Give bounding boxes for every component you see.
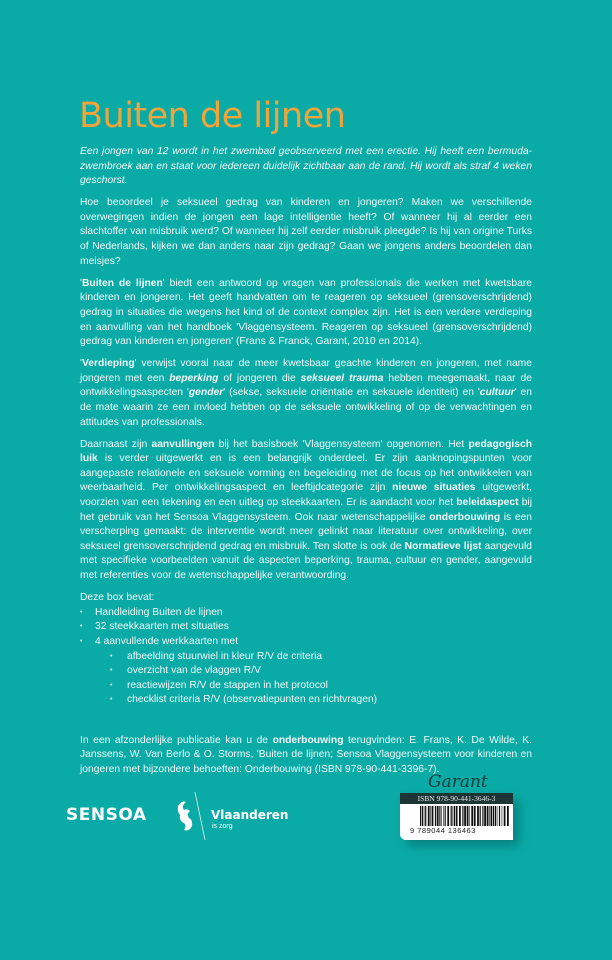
emphasis-text: gender [188, 387, 224, 399]
text-run: of jongeren die [218, 372, 301, 384]
barcode-bar [430, 806, 431, 826]
emphasis-text: pedagogisch luik [80, 438, 532, 465]
body-paragraph [80, 438, 532, 584]
text-run: bij het gebruik van het Sensoa Vlaggensysteem. Ook naar wetenschappelijke [80, 497, 532, 523]
text-run: ' (sekse, seksuele oriëntatie en seksuele identiteit) en ' [223, 387, 480, 399]
barcode-bar [474, 806, 476, 826]
garant-logo: Garant [428, 772, 488, 792]
barcode-bar [462, 806, 463, 826]
barcode-bar [482, 806, 483, 826]
barcode-bar [439, 806, 440, 826]
barcode-bar [507, 806, 509, 826]
barcode-bar [499, 806, 500, 826]
barcode-bar [441, 806, 442, 826]
barcode-bar [425, 806, 426, 826]
emphasis-text: onderbouwing [429, 511, 501, 523]
list-item: • 32 steekkaarten met situaties [80, 620, 532, 635]
sensoa-logo: SENSOA [66, 805, 147, 825]
intro-paragraph: Een jongen van 12 wordt in het zwembad geobserveerd met een erectie. Hij heeft een bermuda- zwembroek aan en staat voor iedereen duidelijk zichtbaar aan de rand. Hij wordt als straf 4 weken geschorst. [80, 146, 532, 187]
barcode-bar [435, 806, 436, 826]
barcode-bar [445, 806, 446, 826]
text-run: is een verscherping gemaakt: de interventie wordt meer gelinkt naar literatuur over ontwikkeling, over seksueel grensoverschrijdend gedrag en misbruik. Ten slotte is ook de [80, 511, 532, 552]
barcode-bar [502, 806, 503, 826]
emphasis-text: seksueel trauma [300, 372, 384, 384]
barcode-bar [484, 806, 486, 826]
barcode-bar [491, 806, 493, 826]
text-run: Daarnaast zijn [80, 438, 152, 450]
barcode-bar [467, 806, 469, 826]
sub-list-item: • checklist criteria R/V (observatiepunten en richtvragen) [95, 693, 532, 708]
book-title: Buiten de lijnen [79, 96, 346, 136]
text-run: ' en de mate waarin ze een invloed hebben op de seksuele ontwikkeling of op de verwachtingen en attitudes van professionals. [80, 387, 532, 428]
body-paragraph [80, 277, 532, 350]
emphasis-text: beleidaspect [456, 497, 519, 509]
barcode-bar [495, 806, 496, 826]
text-run: hebben meegemaakt, naar de ontwikkelingsaspecten ' [80, 372, 532, 399]
list-item [80, 635, 532, 708]
emphasis-text: nieuwe situaties [392, 482, 476, 494]
barcode-bar [453, 806, 454, 826]
text-run: is verder uitgewerkt en is een belangrijk onderdeel. Er zijn aanknopingspunten voor aangepaste relationele en seksuele vorming en begeleiding met de focus op het ontwikkelen van weerbaarheid. Per ontwikkelingsaspect en leeftijdcategorie zijn [80, 453, 532, 494]
sub-list [95, 650, 532, 708]
isbn-barcode [400, 793, 513, 840]
isbn-label: ISBN 978-90-441-3646-3 [400, 793, 513, 804]
box-contents [80, 591, 532, 708]
back-cover-text [80, 145, 532, 785]
list-item-label: 4 aanvullende werkkaarten met [95, 635, 239, 647]
barcode-bar [471, 806, 473, 826]
barcode-bar [487, 806, 489, 826]
emphasis-text: onderbouwing [272, 734, 344, 746]
barcode-bar [428, 806, 430, 826]
barcode-bar [477, 806, 479, 826]
text-run: ' biedt een antwoord op vragen van professionals die werken met kwetsbare kinderen en jongeren. Het geeft handvatten om te reageren op seksueel (grensoverschrijdend) gedrag in situaties die wegens het kind of de context complex zijn. Het is een verdere verdieping en aanvulling van het handboek 'Vlaggensysteem. Reageren op seksueel (grensoverschrijdend) gedrag van kinderen en jongeren' (Frans & Franck, Garant, 2010 en 2014). [80, 277, 532, 348]
text-run: ' [80, 277, 82, 289]
text-run: In een afzonderlijke publicatie kan u de [80, 734, 273, 746]
sub-list-item: • reactiewijzen R/V de stappen in het protocol [95, 679, 532, 694]
list-item: • Handleiding Buiten de lijnen [80, 606, 532, 621]
emphasis-text: Normatieve lijst [404, 540, 482, 552]
vlaanderen-logo-text: Vlaanderen [211, 808, 289, 822]
box-contents-lead: Deze box bevat: [80, 592, 155, 604]
barcode-bar [489, 806, 490, 826]
barcode-bar [504, 806, 506, 826]
body-paragraphs [80, 196, 532, 583]
barcode-bar [424, 806, 425, 826]
box-contents-list [80, 606, 532, 708]
text-run: ' verwijst vooral naar de meer kwetsbaar geachte kinderen en jongeren, met name jongeren met een [80, 358, 532, 384]
barcode-bar [497, 806, 498, 826]
barcode-bar [493, 806, 494, 826]
text-run: ' [80, 358, 82, 370]
emphasis-text: cultuur [479, 387, 515, 399]
emphasis-text: aanvullingen [151, 438, 215, 450]
emphasis-text: beperking [169, 372, 219, 384]
barcode-bar [447, 806, 449, 826]
sub-list-item: • overzicht van de vlaggen R/V [95, 664, 532, 679]
barcode-bar [451, 806, 452, 826]
barcode-bar [464, 806, 466, 826]
text-run: uitgewerkt, voorzien van een tekening en een uitleg op steekkaarten. Er is aandacht voor het [80, 482, 532, 509]
text-run: Hoe beoordeel je seksueel gedrag van kinderen en jongeren? Maken we verschillende overwegingen indien de jongen een lage intelligentie heeft? Of wanneer hij al eerder een slachtoffer van misbruik werd? Of wanneer hij zelf eerder misbruik pleegde? Is hij van origine Turks of Nederlands, kijken we dan anders naar zijn gedrag? Gaan we jongens anders beoordelen dan meisjes? [80, 197, 532, 267]
text-run: terugvinden: E. Frans, K. De Wilde, K. Janssens, W. Van Berlo & O. Storms, 'Buiten de lijnen; Sensoa Vlaggensysteem voor kinderen en jongeren met bijzondere behoeften: Onderbouwing (ISBN 978-90-441-3396-7). [80, 734, 532, 776]
text-run: aangevuld met specifieke voorbeelden vanuit de aspecten beperking, trauma, cultuur en gender, aangevuld met referenties voor de wetenschappelijke verantwoording. [80, 540, 532, 582]
vlaanderen-logo-subtext: is zorg [212, 823, 233, 830]
barcode-bar [420, 806, 421, 826]
barcode-bar [443, 806, 444, 826]
body-paragraph [80, 196, 532, 269]
barcode-bar [432, 806, 434, 826]
emphasis-text: Buiten de lijnen [81, 277, 163, 289]
text-run: bij het basisboek 'Vlaggensysteem' opgenomen. Het [214, 438, 469, 450]
emphasis-text: Verdieping [81, 358, 135, 370]
barcode-bar [422, 806, 423, 826]
barcode-bar [480, 806, 481, 826]
barcode-bar [456, 806, 458, 826]
barcode-bar [469, 806, 470, 826]
body-paragraph [80, 357, 532, 430]
barcode-digits: 9 789044 136463 [410, 826, 476, 835]
barcode-bar [437, 806, 439, 826]
barcode-bar [459, 806, 461, 826]
barcode-bar [454, 806, 455, 826]
sub-list-item: • afbeelding stuurwiel in kleur R/V de criteria [95, 650, 532, 665]
